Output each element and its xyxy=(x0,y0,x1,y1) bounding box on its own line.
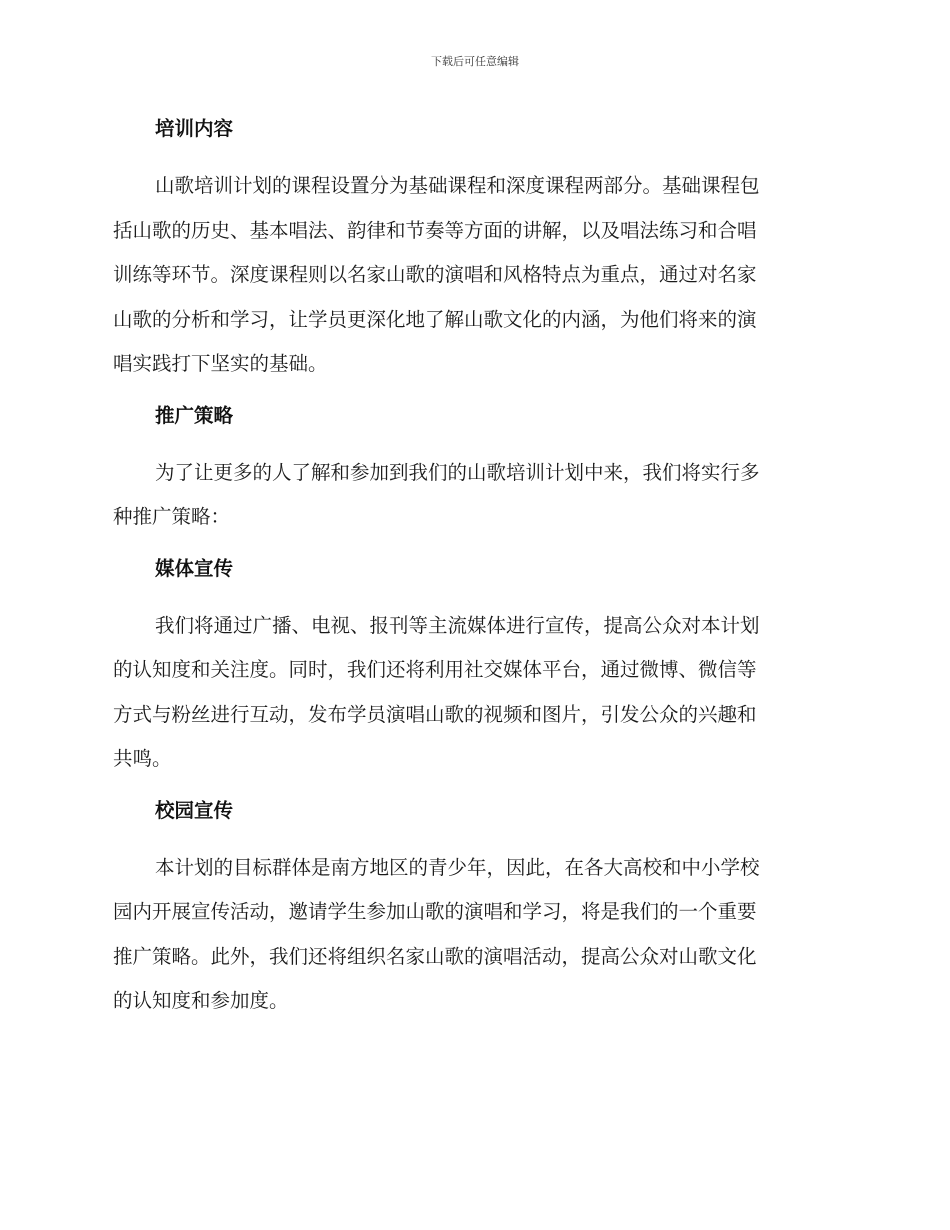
paragraph-training-content xyxy=(113,164,833,387)
section-heading-promotion-strategy: 推广策略 xyxy=(155,403,234,427)
section-heading-media-publicity: 媒体宣传 xyxy=(155,556,234,580)
paragraph-line: 共鸣。 xyxy=(113,747,172,770)
paragraph-line: 本计划的目标群体是南方地区的青少年，因此，在各大高校和中小学校 xyxy=(155,855,760,879)
paragraph-line: 种推广策略： xyxy=(113,505,231,528)
section-heading-training-content: 培训内容 xyxy=(155,117,234,140)
paragraph-campus-publicity xyxy=(113,846,833,1024)
paragraph-line: 的认知度和参加度。 xyxy=(113,989,289,1012)
paragraph-line: 山歌培训计划的课程设置分为基础课程和深度课程两部分。基础课程包 xyxy=(155,174,760,197)
paragraph-line: 方式与粉丝进行互动，发布学员演唱山歌的视频和图片，引发公众的兴趣和 xyxy=(113,702,757,726)
paragraph-line: 推广策略。此外，我们还将组织名家山歌的演唱活动，提高公众对山歌文化 xyxy=(113,944,757,968)
paragraph-line: 括山歌的历史、基本唱法、韵律和节奏等方面的讲解，以及唱法练习和合唱 xyxy=(113,218,757,242)
document-body xyxy=(113,112,833,1024)
paragraph-line: 我们将通过广播、电视、报刊等主流媒体进行宣传，提高公众对本计划 xyxy=(155,613,760,637)
paragraph-media-publicity xyxy=(113,604,833,782)
paragraph-line: 唱实践打下坚实的基础。 xyxy=(113,352,328,375)
paragraph-line: 园内开展宣传活动，邀请学生参加山歌的演唱和学习，将是我们的一个重要 xyxy=(113,900,757,923)
paragraph-promotion-strategy xyxy=(113,451,833,540)
paragraph-line: 为了让更多的人了解和参加到我们的山歌培训计划中来，我们将实行多 xyxy=(155,460,760,484)
paragraph-line: 山歌的分析和学习，让学员更深化地了解山歌文化的内涵，为他们将来的演 xyxy=(113,307,757,331)
page-header-note: 下载后可任意编辑 xyxy=(431,55,519,68)
section-heading-campus-publicity: 校园宣传 xyxy=(155,798,234,822)
paragraph-line: 的认知度和关注度。同时，我们还将利用社交媒体平台，通过微博、微信等 xyxy=(113,658,757,681)
paragraph-line: 训练等环节。深度课程则以名家山歌的演唱和风格特点为重点，通过对名家 xyxy=(113,263,757,286)
